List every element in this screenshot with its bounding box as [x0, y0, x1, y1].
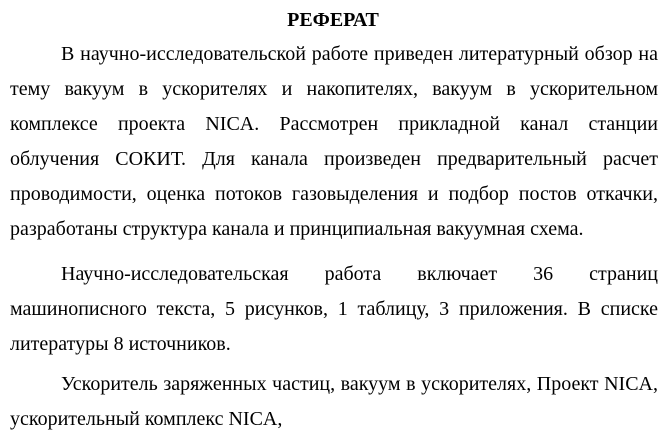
keywords-paragraph: Ускоритель заряженных частиц, вакуум в ускорителях, Проект NICA, ускорительный комплекс NICA,: [10, 373, 658, 430]
document-title: РЕФЕРАТ: [287, 9, 379, 31]
volume-paragraph: Научно-исследовательская работа включает 36 страниц машинописного текста, 5 рисунков, 1 таблицу, 3 приложения. В списке литературы 8 источников.: [10, 263, 658, 355]
abstract-paragraph: В научно-исследовательской работе приведен литературный обзор на тему вакуум в ускорителях и накопителях, вакуум в ускорительном комплексе проекта NICA. Рассмотрен прикладной канал станции облучения СОКИТ. Для канала произведен предварительный расчет проводимости, оценка потоков газовыделения и подбор постов откачки, разработаны структура канала и принципиальная вакуумная схема.: [10, 43, 658, 240]
